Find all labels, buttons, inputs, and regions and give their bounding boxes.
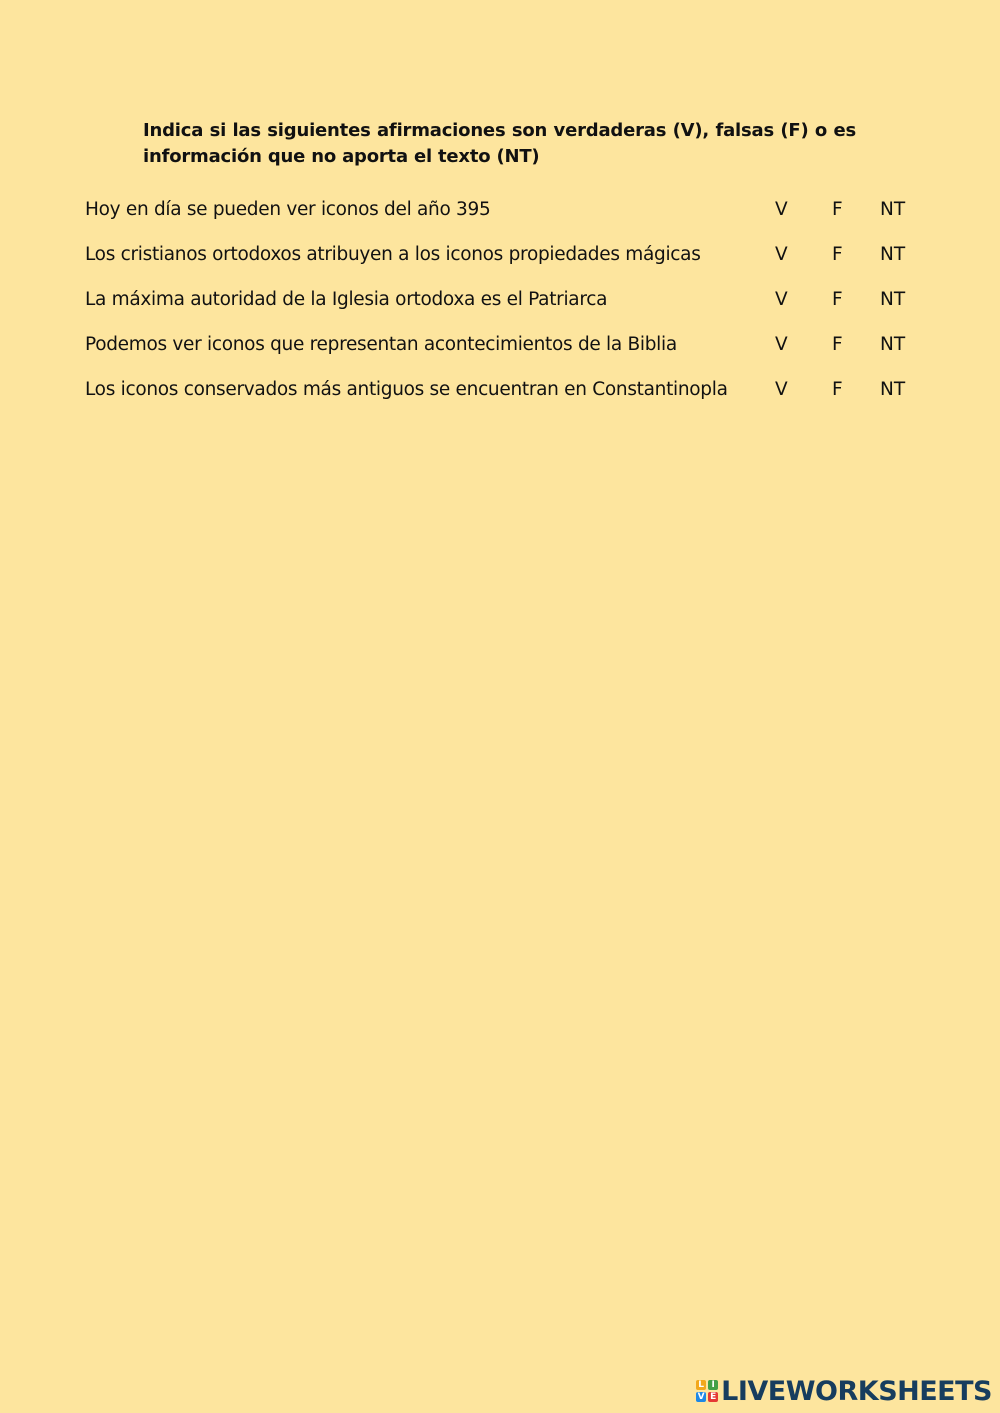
statement-text: La máxima autoridad de la Iglesia ortodoxa es el Patriarca: [85, 289, 608, 310]
option-f[interactable]: F: [832, 199, 843, 220]
statement-row-2: [85, 241, 925, 286]
option-nt[interactable]: NT: [880, 334, 906, 355]
logo-mark-letter: V: [697, 1392, 705, 1402]
statement-row-5: [85, 376, 925, 421]
option-f[interactable]: F: [832, 334, 843, 355]
option-v[interactable]: V: [775, 379, 788, 400]
logo-mark-icon: [696, 1380, 718, 1402]
option-nt[interactable]: NT: [880, 379, 906, 400]
option-nt[interactable]: NT: [880, 289, 906, 310]
logo-text: LIVEWORKSHEETS: [721, 1375, 992, 1407]
statement-text: Hoy en día se pueden ver iconos del año 395: [85, 199, 491, 220]
option-nt[interactable]: NT: [880, 199, 906, 220]
logo-mark-letter: L: [696, 1380, 706, 1390]
option-nt[interactable]: NT: [880, 244, 906, 265]
logo-mark-letter: E: [710, 1392, 717, 1402]
statement-text: Podemos ver iconos que representan acontecimientos de la Biblia: [85, 334, 677, 355]
option-v[interactable]: V: [775, 289, 788, 310]
statement-row-4: [85, 331, 925, 376]
option-f[interactable]: F: [832, 244, 843, 265]
option-f[interactable]: F: [832, 379, 843, 400]
statement-row-1: [85, 196, 925, 241]
statement-text: Los cristianos ortodoxos atribuyen a los iconos propiedades mágicas: [85, 244, 701, 265]
option-v[interactable]: V: [775, 199, 788, 220]
instructions-text: Indica si las siguientes afirmaciones son verdaderas (V), falsas (F) o es información que no aporta el texto (NT): [143, 120, 856, 167]
statement-list: [85, 196, 925, 421]
logo-mark-letter: I: [708, 1380, 718, 1390]
option-f[interactable]: F: [832, 289, 843, 310]
statement-text: Los iconos conservados más antiguos se encuentran en Constantinopla: [85, 379, 728, 400]
statement-row-3: [85, 286, 925, 331]
liveworksheets-logo[interactable]: [696, 1375, 992, 1407]
option-v[interactable]: V: [775, 334, 788, 355]
option-v[interactable]: V: [775, 244, 788, 265]
